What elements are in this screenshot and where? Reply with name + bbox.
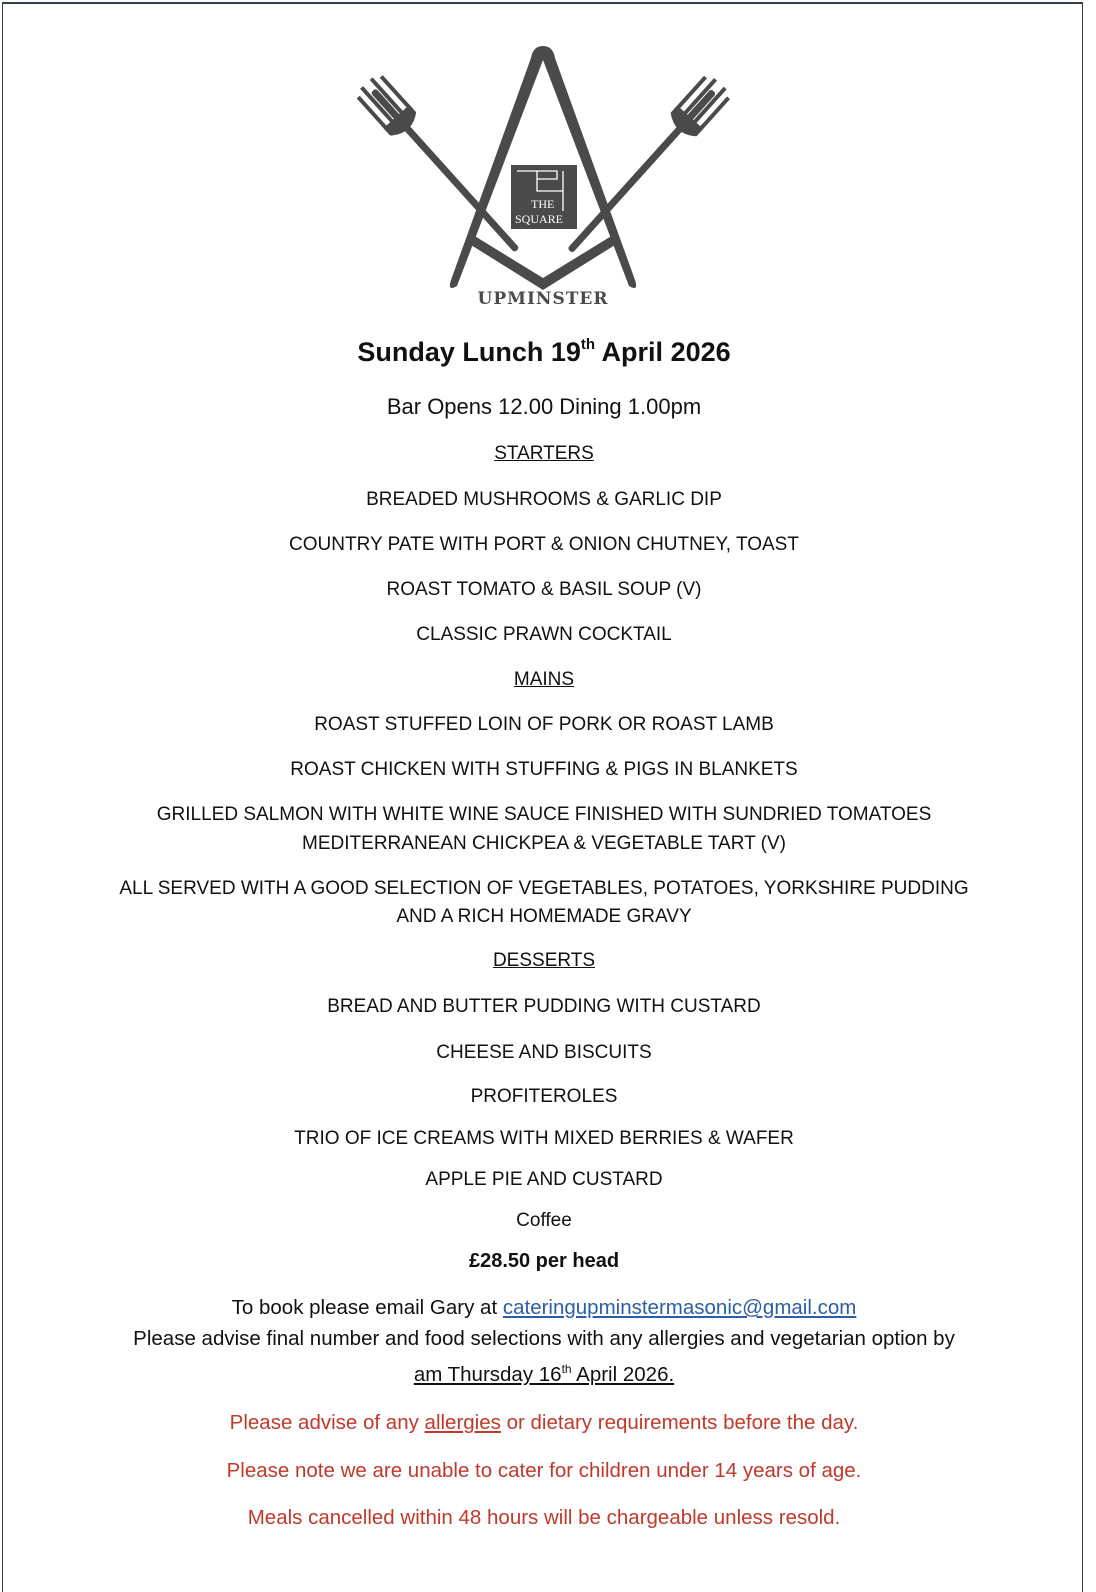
list-item: CHEESE AND BISCUITS (436, 1042, 652, 1063)
list-item: GRILLED SALMON WITH WHITE WINE SAUCE FINISHED WITH SUNDRIED TOMATOES (156, 804, 932, 825)
masonic-forks-compass-logo (353, 40, 733, 315)
starters-heading: STARTERS (494, 443, 594, 464)
opening-times: Bar Opens 12.00 Dining 1.00pm (386, 394, 702, 419)
list-item: COUNTRY PATE WITH PORT & ONION CHUTNEY, TOAST (289, 534, 799, 555)
served-with-line2: AND A RICH HOMEMADE GRAVY (396, 906, 692, 927)
cancellation-notice: Meals cancelled within 48 hours will be chargeable unless resold. (247, 1506, 841, 1529)
list-item: BREADED MUSHROOMS & GARLIC DIP (366, 489, 722, 510)
served-with-line1: ALL SERVED WITH A GOOD SELECTION OF VEGETABLES, POTATOES, YORKSHIRE PUDDING (119, 878, 969, 899)
title-ordinal: th (580, 336, 596, 353)
mains-heading: MAINS (513, 669, 575, 690)
desserts-heading: DESSERTS (492, 950, 596, 971)
list-item: MEDITERRANEAN CHICKPEA & VEGETABLE TART (V) (302, 833, 786, 854)
list-item: ROAST STUFFED LOIN OF PORK OR ROAST LAMB (314, 714, 774, 735)
price-per-head: £28.50 per head (468, 1250, 620, 1272)
list-item: PROFITEROLES (470, 1086, 618, 1107)
list-item: ROAST CHICKEN WITH STUFFING & PIGS IN BLANKETS (290, 759, 798, 780)
children-notice: Please note we are unable to cater for children under 14 years of age. (226, 1459, 862, 1482)
booking-deadline: am Thursday 16th April 2026. (413, 1362, 675, 1386)
booking-email-link[interactable]: cateringupminstermasonic@gmail.com (502, 1296, 857, 1319)
list-item: TRIO OF ICE CREAMS WITH MIXED BERRIES & WAFER (294, 1128, 794, 1149)
coffee-item: Coffee (516, 1210, 572, 1231)
booking-line: To book please email Gary at cateringupminstermasonic@gmail.com (231, 1296, 857, 1319)
logo-box-line2: SQUARE (515, 212, 564, 226)
page-title: Sunday Lunch 19th April 2026 (357, 336, 731, 367)
list-item: ROAST TOMATO & BASIL SOUP (V) (386, 579, 702, 600)
menu-page (2, 2, 1083, 1592)
list-item: APPLE PIE AND CUSTARD (425, 1169, 663, 1190)
logo-box-line1: THE (531, 197, 555, 211)
logo-wordmark: UPMINSTER (477, 289, 609, 309)
list-item: CLASSIC PRAWN COCKTAIL (416, 624, 672, 645)
booking-advise: Please advise final number and food selections with any allergies and vegetarian option by (133, 1327, 955, 1350)
list-item: BREAD AND BUTTER PUDDING WITH CUSTARD (327, 996, 761, 1017)
allergy-notice: Please advise of any allergies or dietary requirements before the day. (229, 1411, 859, 1434)
